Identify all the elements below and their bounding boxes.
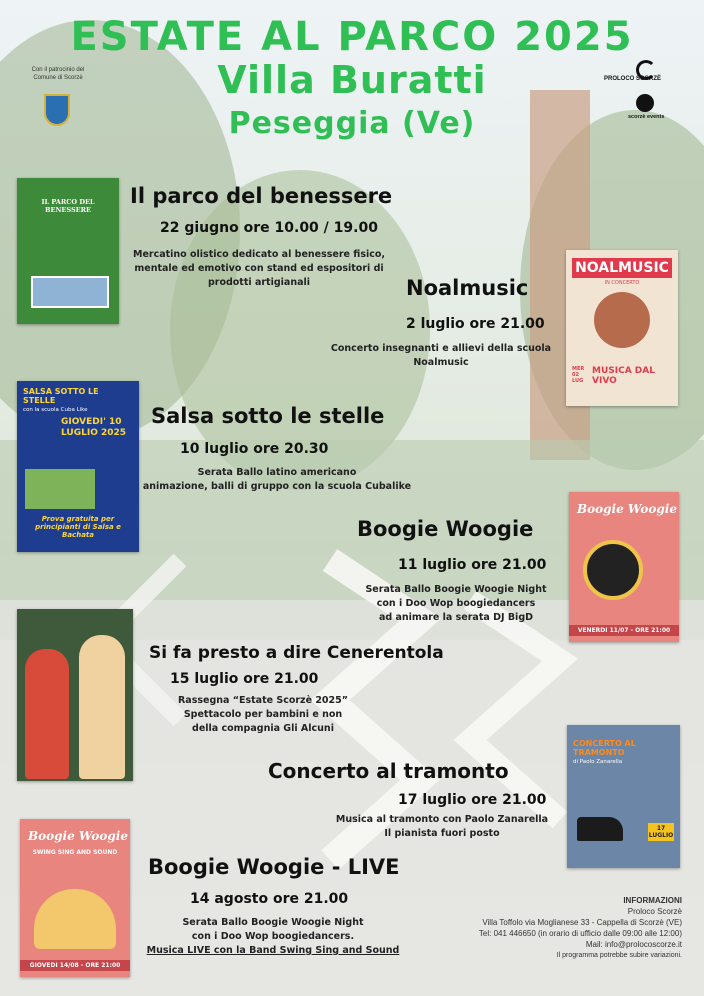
event-6-desc-line: Musica al tramonto con Paolo Zanarella — [335, 814, 549, 825]
thumb-concerto — [567, 725, 680, 868]
event-5-desc — [150, 694, 376, 736]
thumb-noalmusic-title: NOALMUSIC — [572, 258, 672, 278]
thumb-noalmusic-photo — [594, 292, 650, 348]
event-7-date: 14 agosto ore 21.00 — [190, 891, 349, 907]
event-5-desc-line: Rassegna “Estate Scorzè 2025” — [177, 695, 349, 706]
event-7-title: Boogie Woogie - LIVE — [148, 855, 400, 879]
thumb-salsa-date: GIOVEDI' 10 LUGLIO 2025 — [61, 417, 127, 438]
event-1-desc — [126, 248, 392, 290]
info-block — [420, 895, 682, 961]
patronage-text: Con il patrocinio del Comune di Scorzè — [31, 67, 85, 81]
thumb-benessere-title: IL PARCO DEL BENESSERE — [41, 198, 95, 214]
events-logo-icon — [636, 94, 654, 112]
event-4-desc-line: ad animare la serata DJ BigD — [378, 612, 534, 623]
event-5-desc-line: Spettacolo per bambini e non — [183, 709, 343, 720]
thumb-boogie-2-footer: GIOVEDI 14/08 - ORE 21:00 — [20, 960, 130, 971]
band-illustration — [34, 889, 116, 949]
info-heading: INFORMAZIONI — [623, 896, 682, 905]
thumb-concerto-date: 17 LUGLIO — [648, 825, 674, 839]
proloco-swirl-icon — [636, 60, 656, 80]
actress-figure — [25, 649, 69, 779]
event-1-date: 22 giugno ore 10.00 / 19.00 — [160, 220, 378, 236]
event-4-desc-line: con i Doo Wop boogiedancers — [376, 598, 536, 609]
proloco-logo: PROLOCO SCORZÈ — [604, 76, 662, 82]
event-6-desc — [330, 813, 554, 841]
thumb-cenerentola — [17, 609, 133, 781]
event-2-date: 2 luglio ore 21.00 — [406, 316, 545, 332]
event-7-desc-line: Musica LIVE con la Band Swing Sing and Sound — [146, 945, 400, 956]
thumb-salsa-sub: con la scuola Cuba Like — [23, 407, 88, 413]
event-2-desc — [330, 342, 552, 370]
thumb-noalmusic-sub: IN CONCERTO — [604, 280, 640, 286]
thumb-noalmusic-footer: MUSICA DAL VIVO — [592, 366, 655, 386]
thumb-boogie-2 — [20, 819, 130, 977]
thumb-benessere-photo — [31, 276, 109, 308]
thumb-concerto-sub: di Paolo Zanarella — [573, 759, 623, 765]
info-org: Proloco Scorzè — [627, 907, 682, 916]
title-line-1: ESTATE AL PARCO 2025 — [70, 14, 634, 60]
info-address: Villa Toffolo via Moglianese 33 - Cappella di Scorzè (VE) — [482, 918, 682, 927]
info-note: Il programma potrebbe subire variazioni. — [556, 952, 682, 959]
actor-figure — [79, 635, 125, 779]
event-1-title: Il parco del benessere — [130, 184, 393, 208]
event-3-desc-line: Serata Ballo latino americano — [197, 467, 357, 478]
thumb-benessere — [17, 178, 119, 324]
piano-icon — [577, 817, 623, 841]
event-5-desc-line: della compagnia Gli Alcuni — [192, 723, 334, 734]
thumb-noalmusic — [566, 250, 678, 406]
event-1-desc-line: prodotti artigianali — [207, 277, 311, 288]
thumb-concerto-title: CONCERTO AL TRAMONTO — [573, 739, 636, 757]
vinyl-record-icon — [583, 540, 643, 600]
event-6-desc-line: Il pianista fuori posto — [384, 828, 500, 839]
title-line-2: Villa Buratti — [217, 58, 487, 102]
event-3-title: Salsa sotto le stelle — [151, 404, 385, 428]
thumb-boogie-1-title: Boogie Woogie — [577, 502, 678, 516]
event-7-desc — [140, 916, 406, 958]
comune-crest-icon — [44, 94, 70, 126]
event-5-date: 15 luglio ore 21.00 — [170, 671, 319, 687]
thumb-salsa-title: SALSA SOTTO LE STELLE — [23, 387, 99, 405]
event-4-desc — [350, 583, 562, 625]
thumb-boogie-2-title: Boogie Woogie — [28, 829, 129, 843]
event-5-title: Si fa presto a dire Cenerentola — [149, 643, 444, 663]
event-4-title: Boogie Woogie — [357, 517, 534, 541]
event-1-desc-line: mentale ed emotivo con stand ed espositori di — [134, 263, 384, 274]
event-7-desc-line: con i Doo Wop boogiedancers. — [191, 931, 355, 942]
event-3-date: 10 luglio ore 20.30 — [180, 441, 329, 457]
event-4-desc-line: Serata Ballo Boogie Woogie Night — [365, 584, 547, 595]
event-7-desc-line: Serata Ballo Boogie Woogie Night — [182, 917, 364, 928]
event-2-desc-line: Noalmusic — [413, 357, 469, 368]
event-1-desc-line: Mercatino olistico dedicato al benessere fisico, — [132, 249, 386, 260]
thumb-noalmusic-day: MER 02 LUG — [572, 366, 585, 384]
info-tel: Tel: 041 446650 (in orario di ufficio dalle 09:00 alle 12:00) — [478, 929, 682, 938]
event-6-title: Concerto al tramonto — [268, 759, 509, 783]
event-2-desc-line: Concerto insegnanti e allievi della scuola — [330, 343, 552, 354]
thumb-boogie-1-footer: VENERDI 11/07 - ORE 21:00 — [569, 625, 679, 636]
thumb-salsa-footer: Prova gratuita per principianti di Salsa e Bachata — [35, 515, 121, 539]
event-4-date: 11 luglio ore 21.00 — [398, 557, 547, 573]
title-line-3: Peseggia (Ve) — [228, 106, 476, 141]
thumb-salsa — [17, 381, 139, 552]
thumb-boogie-1 — [569, 492, 679, 642]
thumb-boogie-2-sub: SWING SING AND SOUND — [32, 849, 118, 856]
event-3-desc — [142, 466, 412, 494]
events-logo: scorzè events — [628, 114, 665, 120]
event-6-date: 17 luglio ore 21.00 — [398, 792, 547, 808]
info-mail[interactable]: Mail: info@prolocoscorze.it — [585, 940, 682, 949]
event-3-desc-line: animazione, balli di gruppo con la scuola Cubalike — [142, 481, 412, 492]
thumb-salsa-photo — [25, 469, 95, 509]
event-2-title: Noalmusic — [406, 276, 529, 300]
